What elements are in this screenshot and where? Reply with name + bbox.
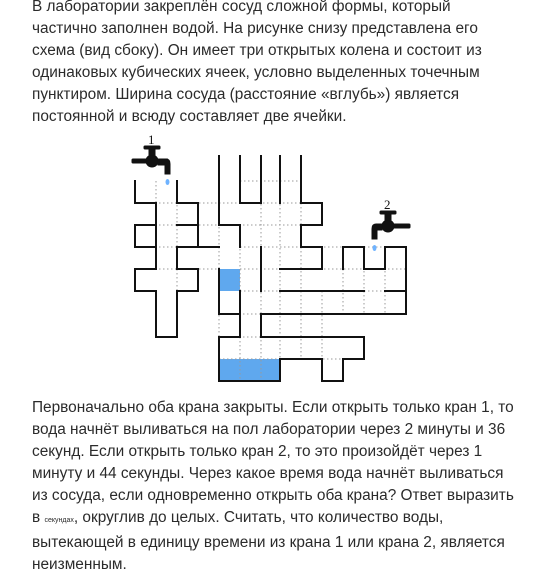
- question-text-1: Первоначально оба крана закрыты. Если открыть только кран 1, то вода начнёт выливаться на пол лаборатории через 2 минуты и 36 секунд. Если открыть только кран 2, то это произойдёт через 1 минуту и 44 секунды. Через какое время вода начнёт выливаться из сосуда, если одновременно открыть оба крана? Ответ выразить в: [32, 399, 514, 526]
- vessel-scheme: [120, 134, 420, 386]
- intro-paragraph: В лаборатории закреплён сосуд сложной формы, который частично заполнен водой. На рисунке снизу представлена его схема (вид сбоку). Он имеет три открытых колена и состоит из одинаковых кубических ячеек, условно выделенных точечным пунктиром. Ширина сосуда (расстояние «вглубь») является постоянной и всюду составляет две ячейки.: [32, 0, 482, 125]
- question-paragraph: [32, 397, 516, 576]
- tap-2-label: 2: [384, 197, 391, 212]
- answer-unit: секундах: [44, 517, 74, 524]
- tap-1-label: 1: [148, 134, 155, 147]
- water-cell: [219, 269, 240, 291]
- tap-2-icon[interactable]: [372, 211, 410, 251]
- tap-1-icon[interactable]: [132, 146, 170, 185]
- water-pool: [219, 359, 280, 381]
- question-text-2: , округлив до целых. Считать, что количество воды, вытекающей в единицу времени из крана 1 или крана 2, является неизменным.: [32, 509, 505, 573]
